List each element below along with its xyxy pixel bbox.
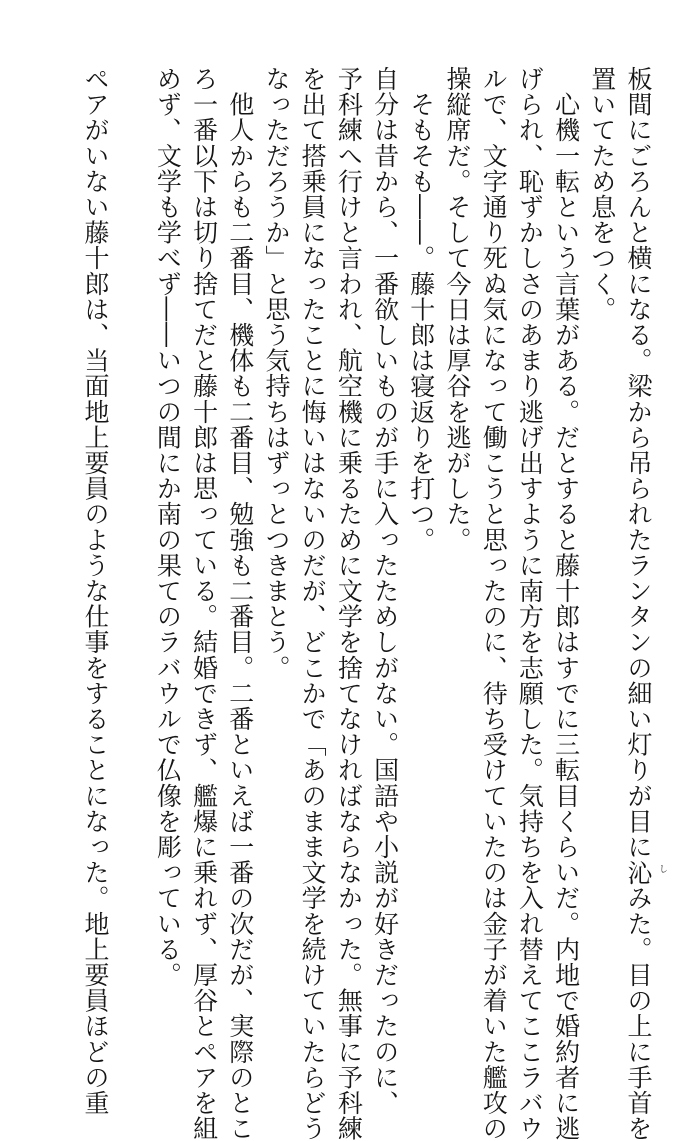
vertical-text-block [77,66,667,1141]
text-line-4: げられ、恥ずかしさのあまり逃げ出すように南方を志願した。気持ちを入れ替えてここラバウ [515,66,545,1141]
text-line-1-a: 板間にごろんと横になる。梁から吊られたランタンの細い灯りが目に [624,66,653,860]
text-line-5: ルで、文字通り死ぬ気になって働こうと思ったのに、待ち受けていたのは金子が着いた艦攻の [479,66,509,1141]
text-line-8: 自分は昔から、一番欲しいものが手に入ったためしがない。国語や小説が好きだったのに、 [370,66,400,1116]
text-line-3: 心機一転という言葉がある。だとすると藤十郎はすでに三転目くらいだ。内地で婚約者に逃 [551,66,581,1141]
ruby-base-char [624,859,667,886]
furigana-mark: し [657,863,667,874]
text-line-7: そもそも――。藤十郎は寝返りを打つ。 [406,66,436,553]
text-line-10: を出て搭乗員になったことに悔いはないのだが、どこかで「あのまま文学を続けていたらどう [298,66,328,1141]
blank-line [113,66,149,956]
text-line-12: 他人からも二番目、機体も二番目、勉強も二番目。二番といえば一番の次だが、実際のとこ [225,66,255,1141]
text-line-1-b: みた。目の上に手首を [624,885,653,1141]
text-line-2: 置いてため息をつく。 [587,66,617,322]
text-line-9: 予科練へ行けと言われ、航空機に乗るために文学を捨てなければならなかった。無事に予科練 [334,66,364,1141]
text-line-1 [620,66,667,1141]
text-line-15: ペアがいない藤十郎は、当面地上要員のような仕事をすることになった。地上要員ほどの重 [80,66,110,1116]
ruby-base-text: 沁 [624,859,653,886]
text-line-13: ろ一番以下は切り捨てだと藤十郎は思っている。結婚できず、艦爆に乗れず、厚谷とペアを組 [189,66,219,1141]
text-line-6: 操縦席だ。そして今日は厚谷を逃がした。 [442,66,472,553]
text-line-14: めず、文学も学べず――いつの間にか南の果てのラバウルで仏像を彫っている。 [153,66,183,988]
text-line-11: なっただろうか」と思う気持ちはずっとつきまとう。 [261,66,291,681]
